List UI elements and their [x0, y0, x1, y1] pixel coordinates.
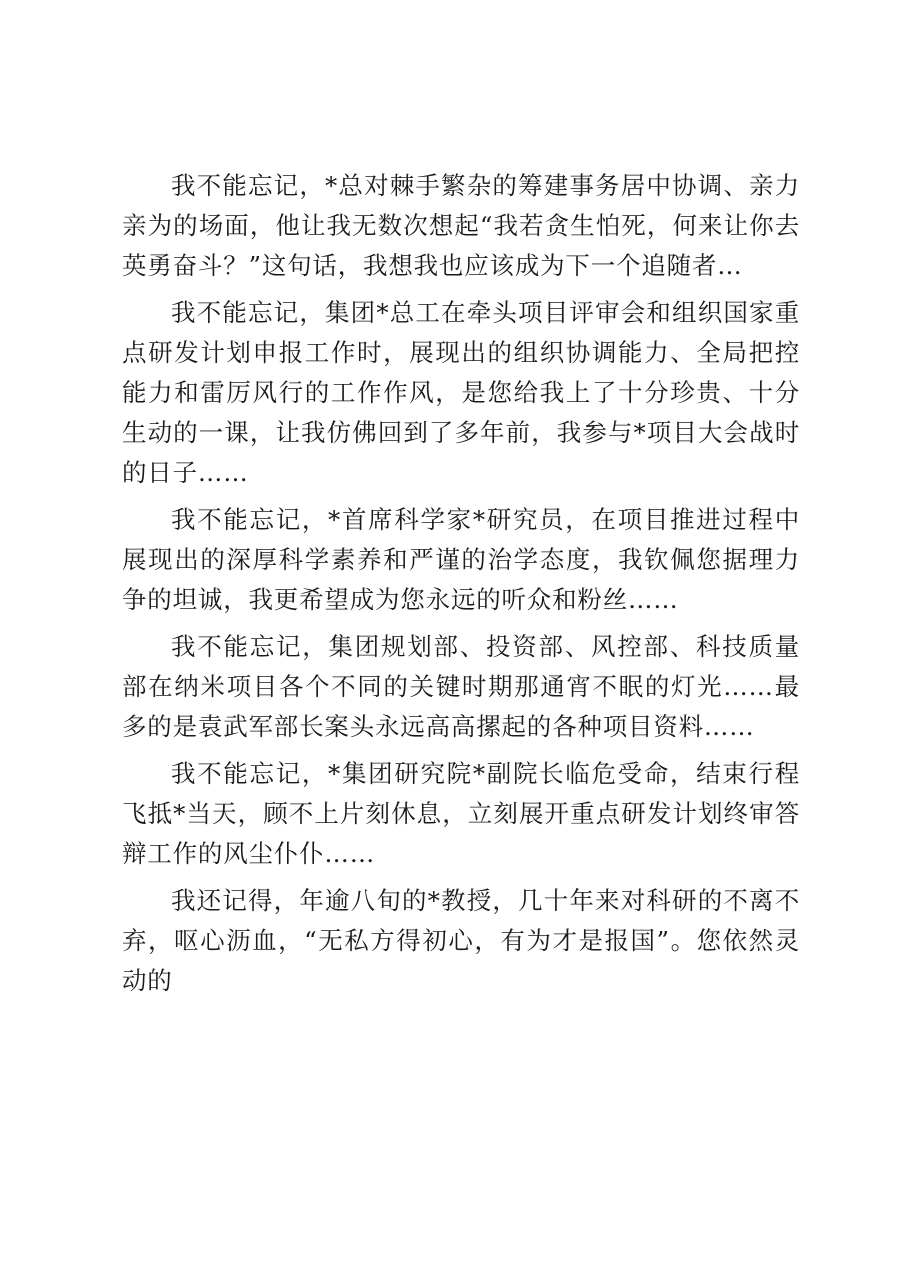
paragraph-2: 我不能忘记，集团*总工在牵头项目评审会和组织国家重点研发计划申报工作时，展现出的组织协调能力、全局把控能力和雷厉风行的工作作风，是您给我上了十分珍贵、十分生动的一课，让我仿佛回到了多年前，我参与*项目大会战时的日子…… — [122, 298, 800, 487]
paragraph-6: 我还记得，年逾八旬的*教授，几十年来对科研的不离不弃，呕心沥血，“无私方得初心，有为才是报国”。您依然灵动的 — [122, 886, 800, 995]
document-body — [122, 166, 800, 1008]
paragraph-4: 我不能忘记，集团规划部、投资部、风控部、科技质量部在纳米项目各个不同的关键时期那通宵不眠的灯光……最多的是袁武军部长案头永远高高摞起的各种项目资料…… — [122, 632, 800, 741]
paragraph-5: 我不能忘记，*集团研究院*副院长临危受命，结束行程飞抵*当天，顾不上片刻休息，立刻展开重点研发计划终审答辩工作的风尘仆仆…… — [122, 759, 800, 868]
paragraph-3: 我不能忘记，*首席科学家*研究员，在项目推进过程中展现出的深厚科学素养和严谨的治学态度，我钦佩您据理力争的坦诚，我更希望成为您永远的听众和粉丝…… — [122, 505, 800, 614]
paragraph-1: 我不能忘记，*总对棘手繁杂的筹建事务居中协调、亲力亲为的场面，他让我无数次想起“我若贪生怕死，何来让你去英勇奋斗？”这句话，我想我也应该成为下一个追随者… — [122, 171, 800, 280]
